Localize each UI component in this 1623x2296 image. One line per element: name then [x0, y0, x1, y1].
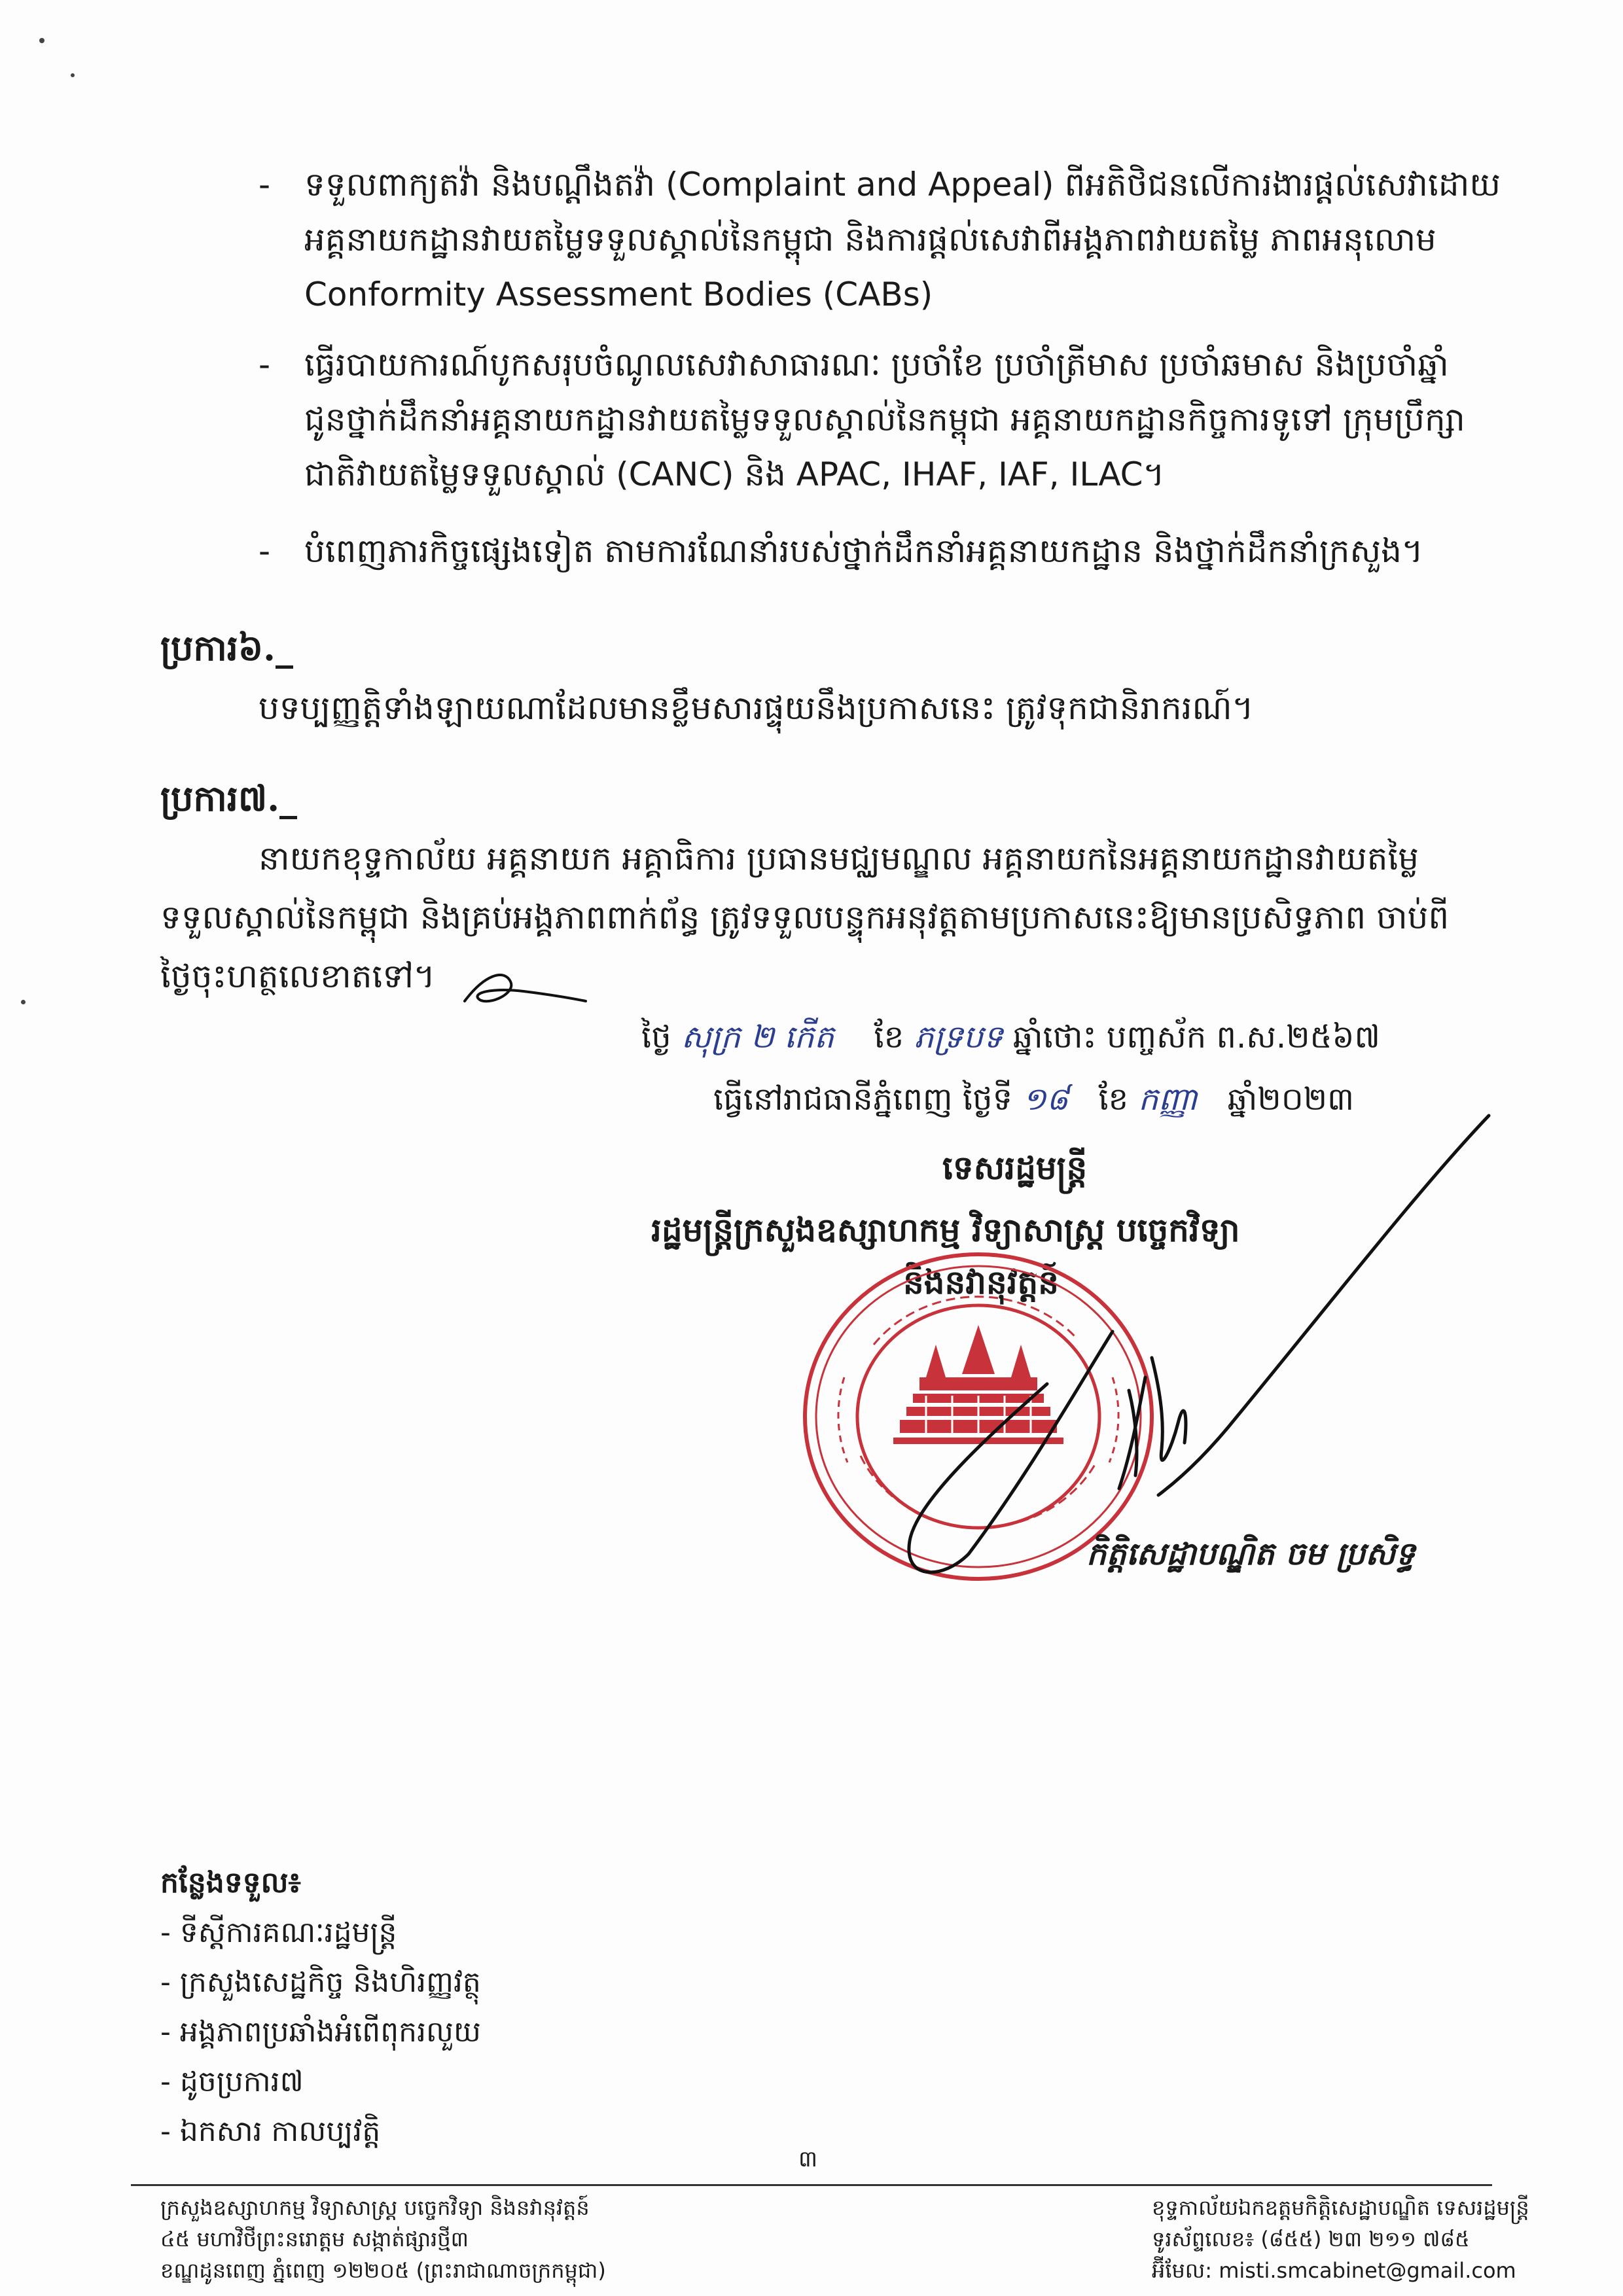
recipient-item: - ដូចប្រការ៧: [160, 2065, 304, 2098]
signature-icon: [831, 1109, 1518, 1580]
signatory-name: កិត្តិសេដ្ឋាបណ្ឌិត ចម ប្រសិទ្ធ: [1086, 1536, 1416, 1572]
footer-line: ទូរស័ព្ទលេខ៖ (៨៥៥) ២៣ ២១១ ៧៨៥: [1152, 2227, 1470, 2252]
signatory-title: ទេសរដ្ឋមន្ត្រី: [942, 1148, 1088, 1187]
bullet-line: ទទួលពាក្យតវ៉ា និងបណ្ដឹងតវ៉ា (Complaint and Appeal) ពីអតិថិជនលើការងារផ្ដល់សេវាដោយ: [304, 166, 1501, 203]
bullet-dash: -: [259, 166, 271, 203]
recipient-item: - ឯកសារ កាលប្បវត្តិ: [160, 2115, 381, 2148]
lunar-year: ឆ្នាំថោះ បញ្ចស័ក ព.ស.២៥៦៧: [1012, 1019, 1380, 1055]
article-7-line: ថ្ងៃចុះហត្ថលេខាតទៅ។: [160, 957, 435, 995]
bullet-line: អគ្គនាយកដ្ឋានវាយតម្លៃទទួលស្គាល់នៃកម្ពុជា និងការផ្ដល់សេវាពីអង្គភាពវាយតម្លៃ ភាពអនុលោម: [304, 221, 1436, 258]
footer-email: អ៊ីមែល: misti.smcabinet@gmail.com: [1152, 2258, 1516, 2283]
handwritten-month: កញ្ញា: [1138, 1081, 1198, 1118]
handwritten-date: ១៨: [1022, 1081, 1069, 1118]
lunar-date-line: [641, 1011, 1380, 1063]
scan-speck: [21, 1000, 26, 1004]
scan-speck: [71, 73, 75, 77]
signatory-role: និងនវានុវត្តន៍: [903, 1263, 1060, 1301]
handwritten-month: ភទ្របទ: [914, 1019, 1003, 1055]
bullet-line: Conformity Assessment Bodies (CABs): [304, 275, 933, 313]
recipients-list: [160, 1858, 481, 2157]
signatory-role: រដ្ឋមន្ត្រីក្រសួងឧស្សាហកម្ម វិទ្យាសាស្ត្រ បច្ចេកវិទ្យា: [651, 1210, 1240, 1249]
article-6-text: បទប្បញ្ញត្តិទាំងឡាយណាដែលមានខ្លឹមសារផ្ទុយនឹងប្រកាសនេះ ត្រូវទុកជានិរាករណ៍។: [259, 689, 1254, 727]
recipient-item: - ទីស្ដីការគណៈរដ្ឋមន្ត្រី: [160, 1916, 397, 1949]
bullet-dash: -: [259, 532, 271, 570]
recipient-item: - អង្គភាពប្រឆាំងអំពើពុករលួយ: [160, 2015, 481, 2049]
initials-scribble: [458, 962, 589, 1021]
solar-year: ឆ្នាំ២០២៣: [1227, 1081, 1355, 1118]
footer-line: ខុទ្ទកាល័យឯកឧត្តមកិត្តិសេដ្ឋាបណ្ឌិត ទេសរដ្ឋមន្ត្រី: [1152, 2195, 1529, 2220]
footer-line: ក្រសួងឧស្សាហកម្ម វិទ្យាសាស្ត្រ បច្ចេកវិទ្យា និងនវានុវត្តន៍: [160, 2195, 590, 2220]
bullet-dash: -: [259, 345, 271, 383]
recipient-item: - ក្រសួងសេដ្ឋកិច្ច និងហិរញ្ញវត្ថុ: [160, 1966, 481, 1999]
bullet-line: ជូនថ្នាក់ដឹកនាំអគ្គនាយកដ្ឋានវាយតម្លៃទទួលស្គាល់នៃកម្ពុជា អគ្គនាយកដ្ឋានកិច្ចការទូទៅ ក្រុមប្រឹក្សា: [304, 400, 1465, 438]
footer-line: ខណ្ឌដូនពេញ ភ្នំពេញ ១២២០៥ (ព្រះរាជាណាចក្រកម្ពុជា): [160, 2258, 606, 2283]
page-number: ៣: [798, 2146, 818, 2172]
footer-address: [160, 2192, 606, 2286]
article-7-line: ទទួលស្គាល់នៃកម្ពុជា និងគ្រប់អង្គភាពពាក់ព័ន្ធ ត្រូវទទួលបន្ទុកអនុវត្តតាមប្រកាសនេះឱ្យមានប្រសិទ្ធភាព ចាប់ពី: [160, 898, 1450, 936]
article-7-line: នាយកខុទ្ទកាល័យ អគ្គនាយក អគ្គាធិការ ប្រធានមជ្ឈមណ្ឌល អគ្គនាយកនៃអគ្គនាយកដ្ឋានវាយតម្លៃ: [259, 839, 1419, 877]
bullet-line: ជាតិវាយតម្លៃទទួលស្គាល់ (CANC) និង APAC, IHAF, IAF, ILAC។: [304, 455, 1165, 493]
article-6-heading: ប្រការ៦._: [160, 627, 293, 669]
bullet-line: ធ្វើរបាយការណ៍បូកសរុបចំណូលសេវាសាធារណៈ ប្រចាំខែ ប្រចាំត្រីមាស ប្រចាំឆមាស និងប្រចាំឆ្នាំ: [304, 345, 1449, 383]
handwritten-day: សុក្រ ២ កើត: [681, 1019, 834, 1055]
month-label: ខែ: [874, 1019, 904, 1055]
footer-line: ៤៥ មហាវិថីព្រះនរោត្តម សង្កាត់ផ្សារថ្មី៣: [160, 2227, 469, 2252]
footer-contact: [1152, 2192, 1529, 2286]
scan-speck: [39, 38, 45, 43]
place-prefix: ធ្វើនៅរាជធានីភ្នំពេញ ថ្ងៃទី: [713, 1081, 1013, 1118]
signature: [831, 1109, 1518, 1580]
footer-divider: [131, 2184, 1492, 2186]
recipients-heading: កន្លែងទទួល៖: [160, 1866, 301, 1899]
bullet-line: បំពេញភារកិច្ចផ្សេងទៀត តាមការណែនាំរបស់ថ្នាក់ដឹកនាំអគ្គនាយកដ្ឋាន និងថ្នាក់ដឹកនាំក្រសួង។: [304, 532, 1423, 570]
month-label: ខែ: [1098, 1081, 1129, 1118]
date-prefix: ថ្ងៃ: [641, 1019, 671, 1055]
article-7-heading: ប្រការ៧._: [160, 777, 298, 819]
